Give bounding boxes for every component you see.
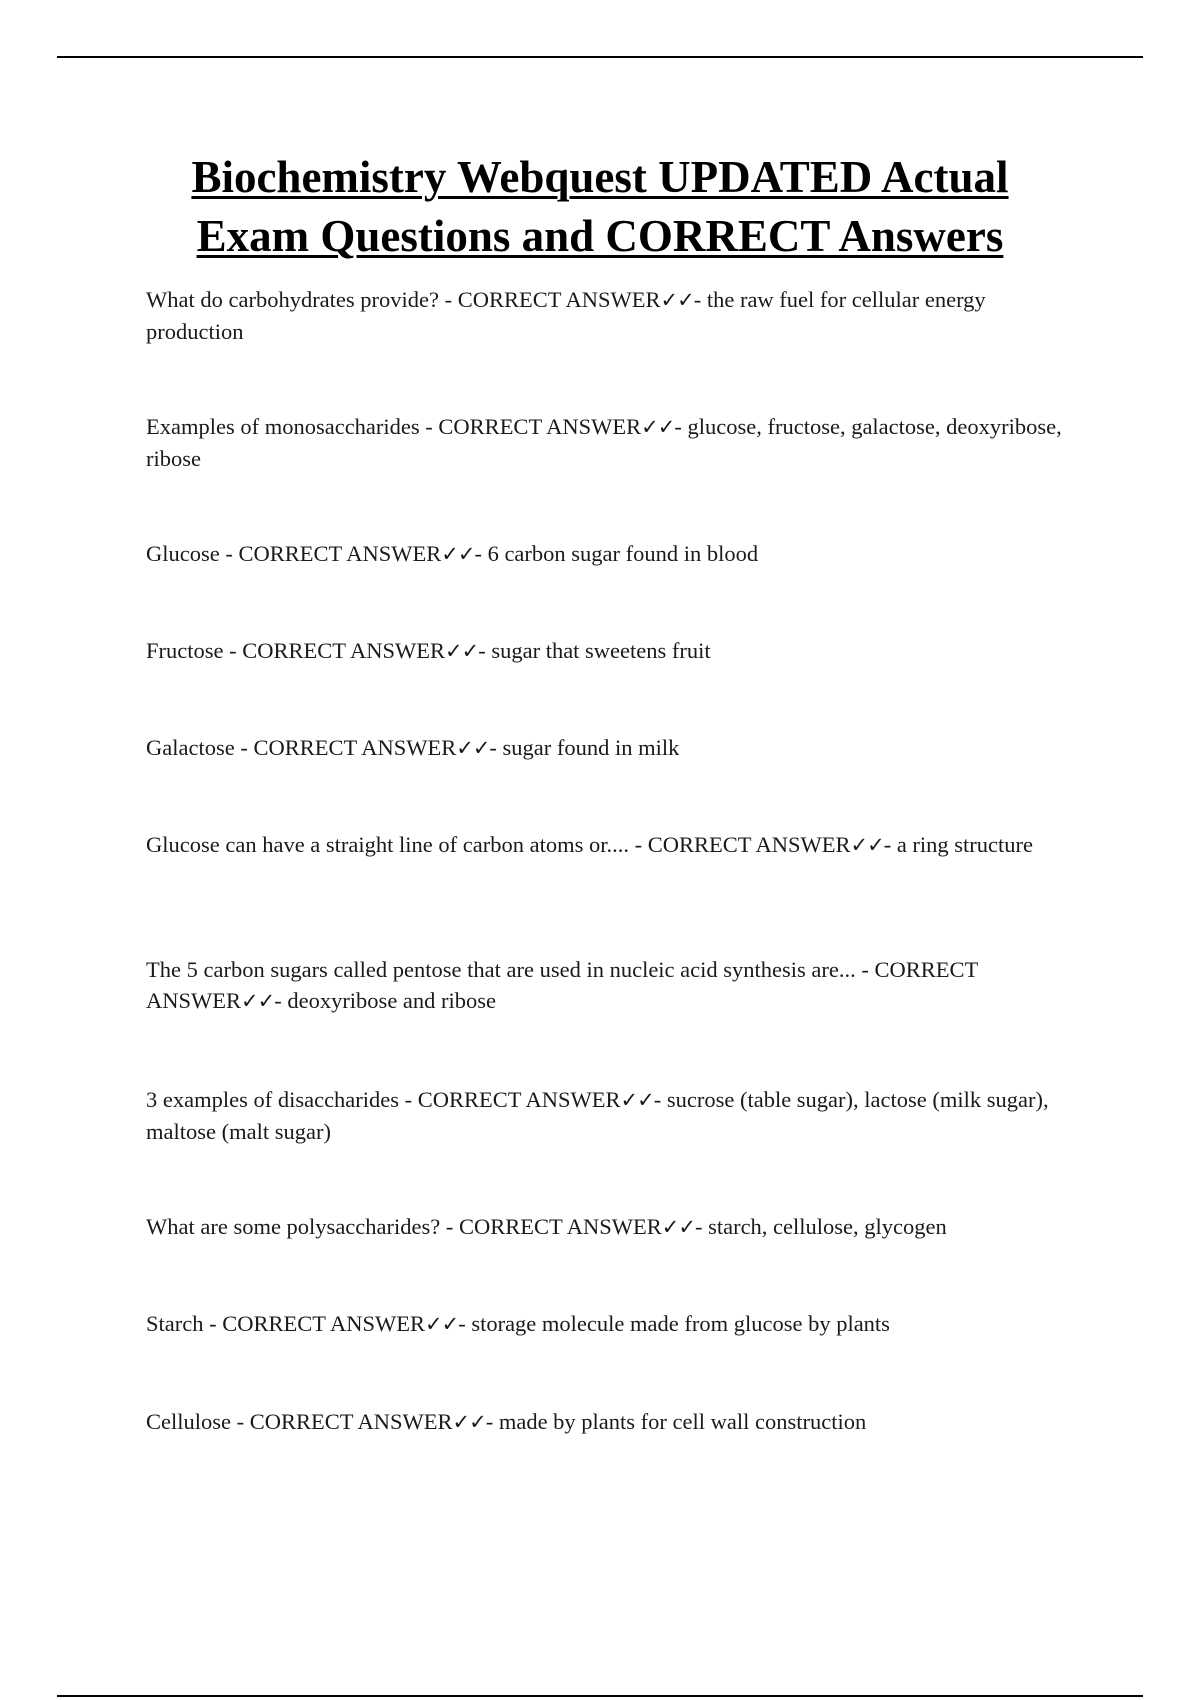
qa-item-5: Galactose - CORRECT ANSWER✓✓- sugar found in milk <box>146 735 680 760</box>
question-text: Glucose can have a straight line of carbon atoms or.... <box>146 832 629 857</box>
qa-item-11: Cellulose - CORRECT ANSWER✓✓- made by plants for cell wall construction <box>146 1409 867 1434</box>
answer-text: 6 carbon sugar found in blood <box>487 541 759 566</box>
answer-tag: CORRECT ANSWER <box>253 735 457 760</box>
bottom-rule <box>57 1695 1143 1697</box>
answer-text: starch, cellulose, glycogen <box>708 1214 947 1239</box>
question-text: Cellulose <box>146 1409 231 1434</box>
qa-item-9: What are some polysaccharides? - CORRECT ANSWER✓✓- starch, cellulose, glycogen <box>146 1214 947 1239</box>
answer-text: storage molecule made from glucose by plants <box>471 1311 890 1336</box>
qa-item-4: Fructose - CORRECT ANSWER✓✓- sugar that sweetens fruit <box>146 638 711 663</box>
qa-item-6: Glucose can have a straight line of carbon atoms or.... - CORRECT ANSWER✓✓- a ring structure <box>146 832 1034 857</box>
answer-text: a ring structure <box>896 832 1034 857</box>
answer-tag: CORRECT ANSWER <box>249 1409 453 1434</box>
qa-item-1: What do carbohydrates provide? - CORRECT ANSWER✓✓- the raw fuel for cellular energy production <box>146 287 986 344</box>
answer-text: the raw fuel for cellular energy production <box>146 287 986 344</box>
document-title <box>100 148 1100 266</box>
check-icon: ✓✓ <box>441 542 475 566</box>
top-rule <box>57 56 1143 58</box>
question-text: Fructose <box>146 638 224 663</box>
question-text: Starch <box>146 1311 204 1336</box>
check-icon: ✓✓ <box>850 833 884 857</box>
question-text: Glucose <box>146 541 220 566</box>
answer-text: deoxyribose and ribose <box>287 988 497 1013</box>
answer-tag: CORRECT ANSWER <box>647 832 851 857</box>
question-text: The 5 carbon sugars called pentose that are used in nucleic acid synthesis are... <box>146 957 856 982</box>
answer-tag: CORRECT ANSWER <box>417 1087 621 1112</box>
answer-tag: CORRECT ANSWER <box>459 1214 662 1239</box>
qa-item-7: The 5 carbon sugars called pentose that are used in nucleic acid synthesis are... - CORRECT ANSWER✓✓- deoxyribose and ribose <box>146 957 978 1013</box>
qa-item-10: Starch - CORRECT ANSWER✓✓- storage molecule made from glucose by plants <box>146 1311 890 1336</box>
answer-text: made by plants for cell wall construction <box>498 1409 867 1434</box>
answer-text: glucose, fructose, galactose, deoxyribose, ribose <box>146 414 1062 471</box>
qa-item-3: Glucose - CORRECT ANSWER✓✓- 6 carbon sugar found in blood <box>146 541 759 566</box>
check-icon: ✓✓ <box>456 736 490 760</box>
check-icon: ✓✓ <box>452 1410 486 1434</box>
question-text: Galactose <box>146 735 235 760</box>
answer-text: sugar that sweetens fruit <box>491 638 711 663</box>
answer-tag: CORRECT ANSWER <box>238 541 442 566</box>
answer-tag: CORRECT ANSWER <box>457 287 661 312</box>
question-text: What are some polysaccharides? <box>146 1214 441 1239</box>
check-icon: ✓✓ <box>641 415 675 439</box>
check-icon: ✓✓ <box>445 639 479 663</box>
answer-tag: CORRECT ANSWER <box>146 957 978 1013</box>
answer-text: sucrose (table sugar), lactose (milk sugar), maltose (malt sugar) <box>146 1087 1049 1144</box>
answer-tag: CORRECT ANSWER <box>242 638 445 663</box>
qa-item-2: Examples of monosaccharides - CORRECT ANSWER✓✓- glucose, fructose, galactose, deoxyribose, ribose <box>146 414 1062 471</box>
answer-tag: CORRECT ANSWER <box>222 1311 425 1336</box>
question-text: What do carbohydrates provide? <box>146 287 440 312</box>
title-line-2: Exam Questions and CORRECT Answers <box>196 211 1004 261</box>
answer-text: sugar found in milk <box>502 735 680 760</box>
check-icon: ✓✓ <box>241 989 275 1013</box>
title-line-1: Biochemistry Webquest UPDATED Actual <box>191 152 1009 202</box>
question-text: 3 examples of disaccharides <box>146 1087 400 1112</box>
check-icon: ✓✓ <box>424 1312 459 1336</box>
check-icon: ✓✓ <box>661 1215 695 1239</box>
check-icon: ✓✓ <box>620 1088 654 1112</box>
qa-item-8: 3 examples of disaccharides - CORRECT ANSWER✓✓- sucrose (table sugar), lactose (milk sugar), maltose (malt sugar) <box>146 1087 1049 1144</box>
answer-tag: CORRECT ANSWER <box>438 414 642 439</box>
check-icon: ✓✓ <box>660 288 694 312</box>
question-text: Examples of monosaccharides <box>146 414 420 439</box>
